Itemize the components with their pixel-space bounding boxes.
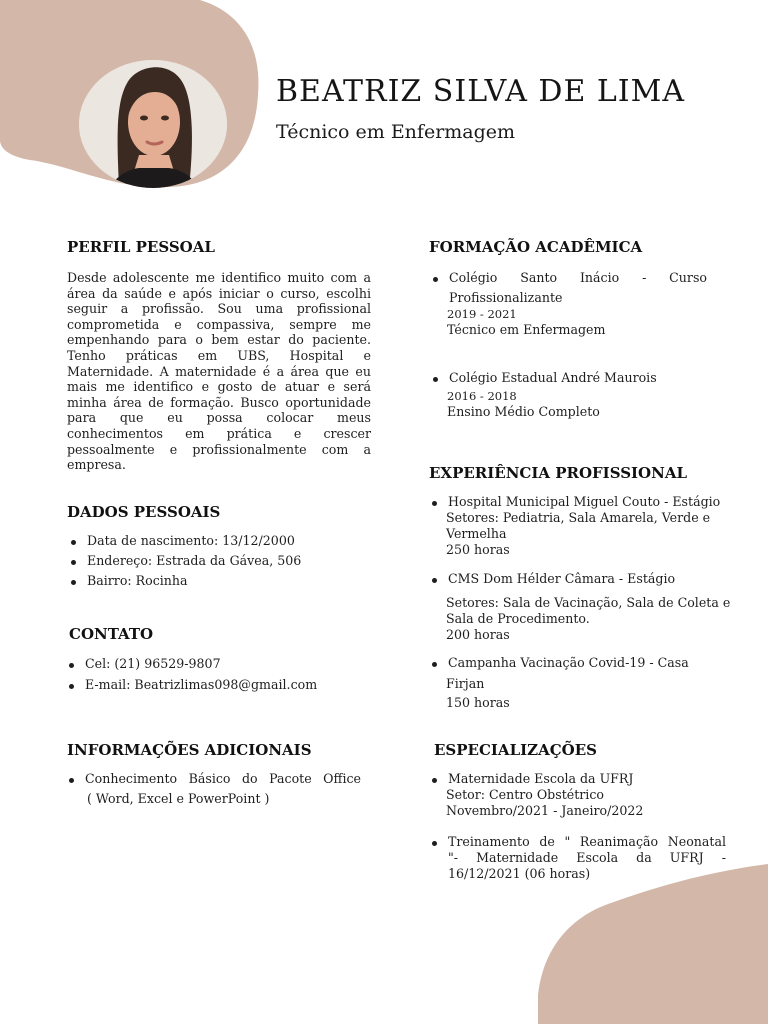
- list-item: Conhecimento Básico do Pacote Office ( Word, Excel e PowerPoint ): [65, 771, 361, 807]
- contact-phone: Cel: (21) 96529-9807: [65, 656, 375, 672]
- profile-photo: [79, 60, 227, 188]
- section-title-experiencia: EXPERIÊNCIA PROFISSIONAL: [429, 464, 688, 482]
- list-item: Maternidade Escola da UFRJ Setor: Centro Obstétrico Novembro/2021 - Janeiro/2022: [428, 771, 726, 819]
- list-item: Colégio Estadual André Maurois 2016 - 2018 Ensino Médio Completo: [429, 370, 707, 420]
- section-title-contato: CONTATO: [69, 625, 154, 643]
- experiencia-list: [428, 494, 732, 711]
- list-item: Colégio Santo Inácio - Curso Profissionalizante 2019 - 2021 Técnico em Enfermagem: [429, 270, 707, 338]
- section-title-perfil: PERFIL PESSOAL: [67, 238, 215, 256]
- candidate-role: Técnico em Enfermagem: [276, 121, 516, 143]
- section-title-formacao: FORMAÇÃO ACADÊMICA: [429, 238, 643, 256]
- list-item: Campanha Vacinação Covid-19 - Casa Firjan 150 horas: [428, 655, 732, 711]
- perfil-text: Desde adolescente me identifico muito com a área da saúde e após iniciar o curso, escolhi seguir a profissão. Sou uma profissional comprometida e compassiva, sempre me empenhando para o bem estar do paciente. Tenho práticas em UBS, Hospital e Maternidade. A maternidade é a área que eu mais me identifico e gosto de atuar e será minha área de formação. Busco oportunidade para que eu possa colocar meus conhecimentos em prática e crescer pessoalmente e profissionalmente com a empresa.: [67, 270, 371, 473]
- list-item: Data de nascimento: 13/12/2000: [67, 533, 367, 549]
- list-item: Bairro: Rocinha: [67, 573, 367, 589]
- list-item: CMS Dom Hélder Câmara - Estágio Setores: Sala de Vacinação, Sala de Coleta e Sala de Procedimento. 200 horas: [428, 571, 732, 643]
- contato-list: [65, 656, 375, 693]
- list-item: Hospital Municipal Miguel Couto - Estágio Setores: Pediatria, Sala Amarela, Verde e Vermelha 250 horas: [428, 494, 732, 558]
- formacao-list: [429, 270, 707, 420]
- section-title-info: INFORMAÇÕES ADICIONAIS: [67, 741, 312, 759]
- section-title-especializacoes: ESPECIALIZAÇÕES: [434, 741, 597, 759]
- dados-list: [67, 533, 367, 589]
- especializacoes-list: [428, 771, 726, 882]
- info-list: [65, 771, 361, 807]
- candidate-name: BEATRIZ SILVA DE LIMA: [276, 74, 686, 109]
- section-title-dados: DADOS PESSOAIS: [67, 503, 221, 521]
- list-item: Treinamento de " Reanimação Neonatal "- Maternidade Escola da UFRJ - 16/12/2021 (06 horas): [428, 834, 726, 882]
- decorative-blob-bottom: [538, 864, 768, 1024]
- list-item: Endereço: Estrada da Gávea, 506: [67, 553, 367, 569]
- contact-email: E-mail: Beatrizlimas098@gmail.com: [65, 677, 375, 693]
